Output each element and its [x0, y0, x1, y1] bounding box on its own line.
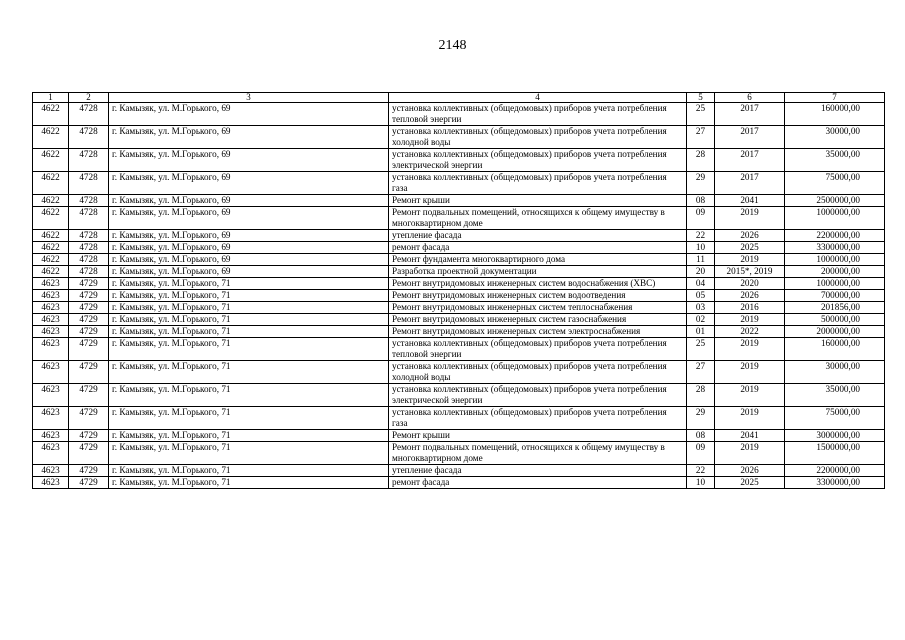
- cell-house-id: 4623: [33, 314, 69, 326]
- cell-year: 2020: [715, 278, 785, 290]
- cell-address: г. Камызяк, ул. М.Горького, 69: [109, 149, 389, 172]
- cell-year: 2019: [715, 407, 785, 430]
- header-cell: 3: [109, 93, 389, 103]
- cell-cost: 3300000,00: [785, 242, 885, 254]
- table-row: [33, 149, 885, 172]
- cell-work-type: Ремонт внутридомовых инженерных систем водоотведения: [389, 290, 687, 302]
- cell-address: г. Камызяк, ул. М.Горького, 71: [109, 302, 389, 314]
- table-row: [33, 361, 885, 384]
- cell-year: 2025: [715, 242, 785, 254]
- cell-cost: 75000,00: [785, 407, 885, 430]
- header-cell: 6: [715, 93, 785, 103]
- cell-work-code: 25: [687, 338, 715, 361]
- cell-house-id: 4622: [33, 172, 69, 195]
- cell-registry-id: 4728: [69, 126, 109, 149]
- cell-cost: 75000,00: [785, 172, 885, 195]
- cell-house-id: 4622: [33, 254, 69, 266]
- cell-work-code: 29: [687, 172, 715, 195]
- cell-cost: 2500000,00: [785, 195, 885, 207]
- cell-work-type: Ремонт крыши: [389, 430, 687, 442]
- cell-work-code: 10: [687, 477, 715, 489]
- cell-work-code: 11: [687, 254, 715, 266]
- cell-year: 2017: [715, 172, 785, 195]
- table-row: [33, 477, 885, 489]
- table-row: [33, 338, 885, 361]
- table-row: [33, 314, 885, 326]
- cell-address: г. Камызяк, ул. М.Горького, 71: [109, 278, 389, 290]
- cell-address: г. Камызяк, ул. М.Горького, 69: [109, 242, 389, 254]
- cell-cost: 200000,00: [785, 266, 885, 278]
- cell-house-id: 4623: [33, 302, 69, 314]
- cell-cost: 700000,00: [785, 290, 885, 302]
- cell-address: г. Камызяк, ул. М.Горького, 69: [109, 172, 389, 195]
- cell-house-id: 4623: [33, 326, 69, 338]
- cell-work-code: 03: [687, 302, 715, 314]
- table-row: [33, 302, 885, 314]
- cell-registry-id: 4729: [69, 290, 109, 302]
- cell-year: 2025: [715, 477, 785, 489]
- cell-work-type: установка коллективных (общедомовых) приборов учета потребления электрической энергии: [389, 384, 687, 407]
- header-cell: 2: [69, 93, 109, 103]
- cell-year: 2041: [715, 195, 785, 207]
- cell-cost: 35000,00: [785, 149, 885, 172]
- cell-cost: 30000,00: [785, 126, 885, 149]
- cell-house-id: 4622: [33, 207, 69, 230]
- cell-house-id: 4622: [33, 103, 69, 126]
- cell-house-id: 4622: [33, 149, 69, 172]
- cell-work-code: 08: [687, 195, 715, 207]
- cell-address: г. Камызяк, ул. М.Горького, 71: [109, 326, 389, 338]
- cell-address: г. Камызяк, ул. М.Горького, 71: [109, 290, 389, 302]
- cell-house-id: 4623: [33, 278, 69, 290]
- cell-year: 2019: [715, 254, 785, 266]
- cell-cost: 201856,00: [785, 302, 885, 314]
- cell-house-id: 4622: [33, 242, 69, 254]
- cell-work-code: 08: [687, 430, 715, 442]
- cell-work-code: 27: [687, 126, 715, 149]
- cell-registry-id: 4729: [69, 302, 109, 314]
- cell-cost: 160000,00: [785, 338, 885, 361]
- cell-work-code: 27: [687, 361, 715, 384]
- cell-registry-id: 4729: [69, 314, 109, 326]
- cell-address: г. Камызяк, ул. М.Горького, 71: [109, 338, 389, 361]
- table-row: [33, 407, 885, 430]
- cell-work-code: 22: [687, 465, 715, 477]
- repair-schedule-table: [32, 92, 885, 489]
- cell-cost: 35000,00: [785, 384, 885, 407]
- cell-work-type: Ремонт внутридомовых инженерных систем электроснабжения: [389, 326, 687, 338]
- cell-address: г. Камызяк, ул. М.Горького, 69: [109, 207, 389, 230]
- table-row: [33, 278, 885, 290]
- cell-address: г. Камызяк, ул. М.Горького, 71: [109, 361, 389, 384]
- cell-work-code: 02: [687, 314, 715, 326]
- cell-work-code: 09: [687, 207, 715, 230]
- cell-year: 2019: [715, 361, 785, 384]
- cell-work-type: установка коллективных (общедомовых) приборов учета потребления тепловой энергии: [389, 338, 687, 361]
- cell-house-id: 4622: [33, 195, 69, 207]
- cell-cost: 1000000,00: [785, 207, 885, 230]
- cell-year: 2026: [715, 465, 785, 477]
- cell-registry-id: 4729: [69, 326, 109, 338]
- cell-address: г. Камызяк, ул. М.Горького, 71: [109, 384, 389, 407]
- cell-year: 2015*, 2019: [715, 266, 785, 278]
- table-row: [33, 290, 885, 302]
- cell-registry-id: 4728: [69, 172, 109, 195]
- header-cell: 5: [687, 93, 715, 103]
- cell-cost: 160000,00: [785, 103, 885, 126]
- cell-year: 2026: [715, 290, 785, 302]
- cell-address: г. Камызяк, ул. М.Горького, 71: [109, 442, 389, 465]
- table-row: [33, 195, 885, 207]
- cell-registry-id: 4728: [69, 230, 109, 242]
- cell-work-type: установка коллективных (общедомовых) приборов учета потребления электрической энергии: [389, 149, 687, 172]
- cell-year: 2022: [715, 326, 785, 338]
- cell-address: г. Камызяк, ул. М.Горького, 69: [109, 195, 389, 207]
- table-row: [33, 442, 885, 465]
- cell-cost: 3300000,00: [785, 477, 885, 489]
- cell-address: г. Камызяк, ул. М.Горького, 71: [109, 430, 389, 442]
- cell-house-id: 4622: [33, 230, 69, 242]
- cell-registry-id: 4728: [69, 149, 109, 172]
- cell-address: г. Камызяк, ул. М.Горького, 69: [109, 230, 389, 242]
- header-cell: 4: [389, 93, 687, 103]
- cell-cost: 1500000,00: [785, 442, 885, 465]
- cell-registry-id: 4729: [69, 465, 109, 477]
- cell-cost: 1000000,00: [785, 254, 885, 266]
- cell-work-code: 01: [687, 326, 715, 338]
- table-row: [33, 230, 885, 242]
- cell-year: 2019: [715, 314, 785, 326]
- table-row: [33, 254, 885, 266]
- cell-work-type: Ремонт подвальных помещений, относящихся к общему имуществу в многоквартирном доме: [389, 207, 687, 230]
- cell-registry-id: 4729: [69, 407, 109, 430]
- cell-year: 2016: [715, 302, 785, 314]
- cell-house-id: 4623: [33, 477, 69, 489]
- cell-cost: 2000000,00: [785, 326, 885, 338]
- cell-address: г. Камызяк, ул. М.Горького, 71: [109, 314, 389, 326]
- cell-cost: 1000000,00: [785, 278, 885, 290]
- cell-cost: 500000,00: [785, 314, 885, 326]
- cell-registry-id: 4729: [69, 384, 109, 407]
- cell-registry-id: 4728: [69, 207, 109, 230]
- table-row: [33, 126, 885, 149]
- cell-house-id: 4623: [33, 442, 69, 465]
- cell-registry-id: 4729: [69, 338, 109, 361]
- cell-address: г. Камызяк, ул. М.Горького, 69: [109, 126, 389, 149]
- cell-work-code: 28: [687, 384, 715, 407]
- cell-year: 2026: [715, 230, 785, 242]
- table-row: [33, 430, 885, 442]
- cell-address: г. Камызяк, ул. М.Горького, 69: [109, 254, 389, 266]
- cell-work-type: утепление фасада: [389, 230, 687, 242]
- cell-registry-id: 4728: [69, 254, 109, 266]
- cell-cost: 30000,00: [785, 361, 885, 384]
- cell-registry-id: 4729: [69, 430, 109, 442]
- cell-year: 2019: [715, 442, 785, 465]
- cell-year: 2019: [715, 384, 785, 407]
- cell-address: г. Камызяк, ул. М.Горького, 69: [109, 103, 389, 126]
- cell-house-id: 4623: [33, 430, 69, 442]
- table-row: [33, 207, 885, 230]
- table-row: [33, 172, 885, 195]
- cell-work-type: установка коллективных (общедомовых) приборов учета потребления газа: [389, 407, 687, 430]
- cell-year: 2017: [715, 103, 785, 126]
- cell-work-type: Ремонт фундамента многоквартирного дома: [389, 254, 687, 266]
- cell-work-code: 05: [687, 290, 715, 302]
- cell-work-type: Ремонт внутридомовых инженерных систем газоснабжения: [389, 314, 687, 326]
- cell-registry-id: 4728: [69, 266, 109, 278]
- cell-work-type: ремонт фасада: [389, 477, 687, 489]
- cell-registry-id: 4729: [69, 442, 109, 465]
- header-cell: 1: [33, 93, 69, 103]
- cell-house-id: 4623: [33, 361, 69, 384]
- cell-house-id: 4622: [33, 266, 69, 278]
- cell-work-type: установка коллективных (общедомовых) приборов учета потребления холодной воды: [389, 361, 687, 384]
- cell-registry-id: 4728: [69, 242, 109, 254]
- cell-house-id: 4623: [33, 465, 69, 477]
- table-row: [33, 242, 885, 254]
- cell-house-id: 4623: [33, 384, 69, 407]
- cell-registry-id: 4729: [69, 361, 109, 384]
- table-row: [33, 266, 885, 278]
- cell-work-type: установка коллективных (общедомовых) приборов учета потребления газа: [389, 172, 687, 195]
- cell-house-id: 4623: [33, 338, 69, 361]
- cell-registry-id: 4729: [69, 278, 109, 290]
- cell-year: 2017: [715, 149, 785, 172]
- cell-cost: 2200000,00: [785, 230, 885, 242]
- cell-house-id: 4622: [33, 126, 69, 149]
- cell-work-type: Ремонт крыши: [389, 195, 687, 207]
- cell-cost: 3000000,00: [785, 430, 885, 442]
- cell-address: г. Камызяк, ул. М.Горького, 69: [109, 266, 389, 278]
- cell-house-id: 4623: [33, 407, 69, 430]
- cell-work-code: 28: [687, 149, 715, 172]
- cell-year: 2041: [715, 430, 785, 442]
- cell-year: 2019: [715, 207, 785, 230]
- cell-work-type: Разработка проектной документации: [389, 266, 687, 278]
- table-row: [33, 384, 885, 407]
- table-row: [33, 326, 885, 338]
- cell-work-code: 04: [687, 278, 715, 290]
- page-number: 2148: [438, 38, 467, 53]
- cell-work-type: Ремонт внутридомовых инженерных систем водоснабжения (ХВС): [389, 278, 687, 290]
- table-header-row: [33, 93, 885, 103]
- cell-address: г. Камызяк, ул. М.Горького, 71: [109, 465, 389, 477]
- cell-work-type: установка коллективных (общедомовых) приборов учета потребления тепловой энергии: [389, 103, 687, 126]
- table-row: [33, 465, 885, 477]
- cell-year: 2019: [715, 338, 785, 361]
- cell-work-code: 29: [687, 407, 715, 430]
- cell-work-type: Ремонт подвальных помещений, относящихся к общему имуществу в многоквартирном доме: [389, 442, 687, 465]
- cell-registry-id: 4728: [69, 195, 109, 207]
- cell-work-code: 22: [687, 230, 715, 242]
- header-cell: 7: [785, 93, 885, 103]
- cell-work-code: 20: [687, 266, 715, 278]
- cell-work-type: Ремонт внутридомовых инженерных систем теплоснабжения: [389, 302, 687, 314]
- table-row: [33, 103, 885, 126]
- cell-house-id: 4623: [33, 290, 69, 302]
- cell-work-type: установка коллективных (общедомовых) приборов учета потребления холодной воды: [389, 126, 687, 149]
- cell-address: г. Камызяк, ул. М.Горького, 71: [109, 407, 389, 430]
- cell-work-code: 09: [687, 442, 715, 465]
- cell-cost: 2200000,00: [785, 465, 885, 477]
- cell-address: г. Камызяк, ул. М.Горького, 71: [109, 477, 389, 489]
- cell-work-code: 25: [687, 103, 715, 126]
- cell-registry-id: 4729: [69, 477, 109, 489]
- cell-year: 2017: [715, 126, 785, 149]
- cell-registry-id: 4728: [69, 103, 109, 126]
- cell-work-type: ремонт фасада: [389, 242, 687, 254]
- cell-work-code: 10: [687, 242, 715, 254]
- cell-work-type: утепление фасада: [389, 465, 687, 477]
